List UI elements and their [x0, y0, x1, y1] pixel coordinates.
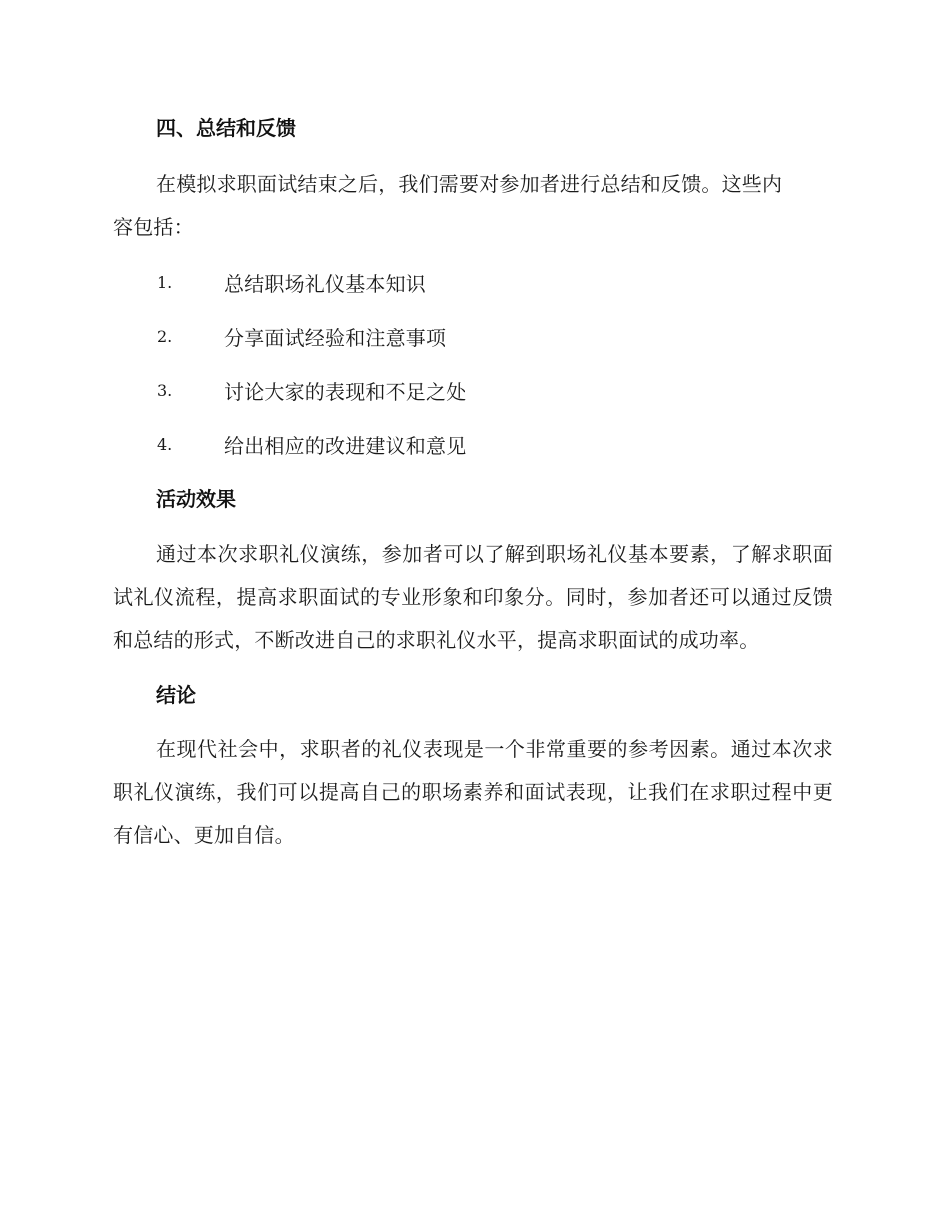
list-item-text: 分享面试经验和注意事项: [224, 325, 447, 350]
list-item-number: 2.: [157, 326, 173, 346]
section-heading-summary: 四、总结和反馈: [156, 116, 296, 140]
section-heading-effect: 活动效果: [156, 487, 236, 511]
list-item: [113, 309, 833, 363]
summary-intro-line-1: 在模拟求职面试结束之后，我们需要对参加者进行总结和反馈。这些内: [156, 172, 783, 196]
summary-intro-line-2: 容包括：: [113, 215, 194, 239]
list-item-number: 1.: [157, 272, 173, 292]
list-item-text: 讨论大家的表现和不足之处: [224, 379, 467, 404]
list-item-number: 3.: [157, 380, 173, 400]
list-item-number: 4.: [157, 434, 173, 454]
document-page: [113, 104, 833, 857]
section-heading-conclusion: 结论: [156, 683, 196, 707]
list-item: [113, 363, 833, 417]
effect-paragraph: 通过本次求职礼仪演练，参加者可以了解到职场礼仪基本要素，了解求职面试礼仪流程，提高求职面试的专业形象和印象分。同时，参加者还可以通过反馈和总结的形式，不断改进自己的求职礼仪水平，提高求职面试的成功率。: [113, 542, 833, 652]
conclusion-paragraph: 在现代社会中，求职者的礼仪表现是一个非常重要的参考因素。通过本次求职礼仪演练，我们可以提高自己的职场素养和面试表现，让我们在求职过程中更有信心、更加自信。: [113, 737, 833, 847]
list-item: [113, 417, 833, 471]
summary-intro-paragraph: [113, 163, 833, 249]
list-item-text: 总结职场礼仪基本知识: [224, 271, 426, 296]
list-item-text: 给出相应的改进建议和意见: [224, 433, 467, 458]
summary-list: [113, 255, 833, 471]
list-item: [113, 255, 833, 309]
